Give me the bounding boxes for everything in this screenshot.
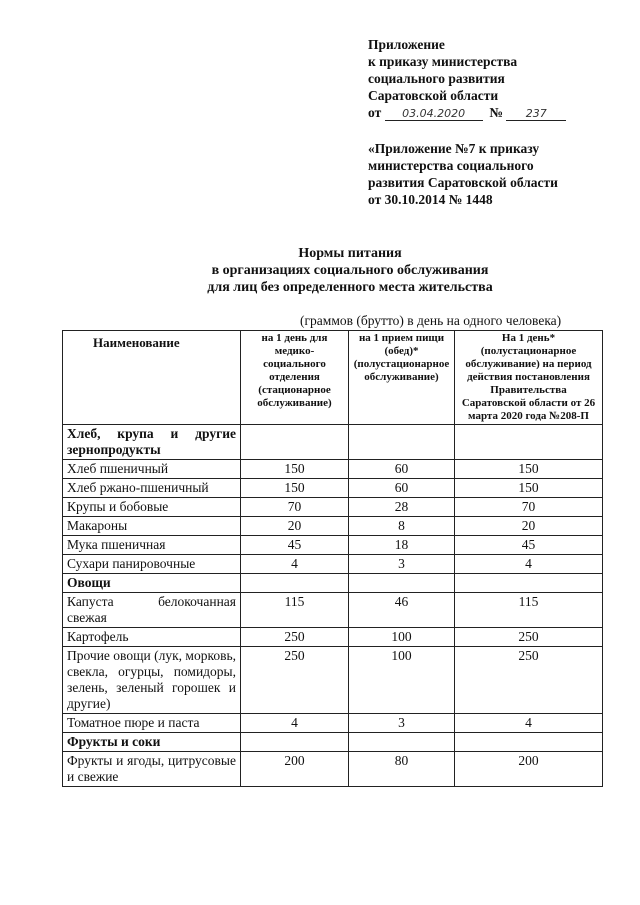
table-body — [63, 425, 603, 787]
norm-value: 20 — [455, 517, 603, 536]
norm-value: 115 — [241, 593, 349, 628]
norm-value: 4 — [241, 555, 349, 574]
appendix-reference — [368, 140, 628, 208]
norm-value: 46 — [349, 593, 455, 628]
appendix-line: Саратовской области — [368, 88, 499, 103]
food-norms-table — [62, 330, 603, 787]
handwritten-date: 03.04.2020 — [385, 107, 483, 121]
norm-value: 250 — [241, 628, 349, 647]
table-section-row — [63, 574, 603, 593]
norm-value: 200 — [455, 752, 603, 787]
norm-value: 28 — [349, 498, 455, 517]
empty-cell — [241, 574, 349, 593]
table-row — [63, 460, 603, 479]
appendix-ref-line: от 30.10.2014 № 1448 — [368, 192, 493, 207]
section-name: Хлеб, крупа и другие зернопродукты — [63, 425, 241, 460]
col-header-lunch: на 1 прием пищи (обед)* (полустационарное обслуживание) — [349, 331, 455, 425]
title-line: для лиц без определенного места жительства — [207, 280, 493, 295]
section-name: Овощи — [63, 574, 241, 593]
table-row — [63, 517, 603, 536]
norm-value: 150 — [241, 460, 349, 479]
norm-value: 45 — [455, 536, 603, 555]
product-name: Хлеб пшеничный — [63, 460, 241, 479]
product-name: Фрукты и ягоды, цитрусовые и свежие — [63, 752, 241, 787]
norm-value: 70 — [455, 498, 603, 517]
norm-value: 4 — [455, 714, 603, 733]
norm-value: 150 — [455, 460, 603, 479]
appendix-line: к приказу министерства — [368, 54, 518, 69]
table-row — [63, 593, 603, 628]
table-row — [63, 498, 603, 517]
norm-value: 100 — [349, 628, 455, 647]
product-name: Хлеб ржано-пшеничный — [63, 479, 241, 498]
table-row — [63, 536, 603, 555]
empty-cell — [455, 733, 603, 752]
norm-value: 3 — [349, 555, 455, 574]
norm-value: 250 — [241, 647, 349, 714]
table-row — [63, 714, 603, 733]
norm-value: 45 — [241, 536, 349, 555]
empty-cell — [455, 574, 603, 593]
col-header-semi-day: На 1 день* (полустационарное обслуживание) на период действия постановления Правительства Саратовской области от 26 марта 2020 года №208-П — [455, 331, 603, 425]
table-row — [63, 479, 603, 498]
product-name: Крупы и бобовые — [63, 498, 241, 517]
norm-value: 3 — [349, 714, 455, 733]
appendix-ref-line: развития Саратовской области — [368, 175, 558, 190]
norm-value: 100 — [349, 647, 455, 714]
empty-cell — [349, 574, 455, 593]
product-name: Прочие овощи (лук, морковь, свекла, огурцы, помидоры, зелень, зеленый горошек и другие) — [63, 647, 241, 714]
handwritten-number: 237 — [506, 107, 566, 121]
date-prefix: от — [368, 105, 382, 120]
document-title — [150, 245, 550, 296]
col-header-name: Наименование — [63, 331, 241, 425]
table-row — [63, 752, 603, 787]
title-line: в организациях социального обслуживания — [211, 263, 489, 278]
empty-cell — [349, 733, 455, 752]
norm-value: 60 — [349, 460, 455, 479]
product-name: Томатное пюре и паста — [63, 714, 241, 733]
norm-value: 150 — [455, 479, 603, 498]
number-prefix: № — [489, 105, 503, 120]
norm-value: 60 — [349, 479, 455, 498]
norm-value: 8 — [349, 517, 455, 536]
norm-value: 4 — [455, 555, 603, 574]
table-row — [63, 647, 603, 714]
product-name: Макароны — [63, 517, 241, 536]
appendix-header — [368, 36, 628, 121]
norm-value: 250 — [455, 628, 603, 647]
product-name: Картофель — [63, 628, 241, 647]
norm-value: 150 — [241, 479, 349, 498]
empty-cell — [241, 733, 349, 752]
col-header-inpatient-day: на 1 день для медико-социального отделения (стационарное обслуживание) — [241, 331, 349, 425]
product-name: Сухари панировочные — [63, 555, 241, 574]
appendix-line: социального развития — [368, 71, 505, 86]
norm-value: 115 — [455, 593, 603, 628]
norm-value: 20 — [241, 517, 349, 536]
table-header-row — [63, 331, 603, 425]
product-name: Мука пшеничная — [63, 536, 241, 555]
units-note: (граммов (брутто) в день на одного человека) — [300, 313, 562, 328]
empty-cell — [349, 425, 455, 460]
product-name: Капуста белокочанная свежая — [63, 593, 241, 628]
empty-cell — [241, 425, 349, 460]
table-section-row — [63, 733, 603, 752]
table-row — [63, 555, 603, 574]
norm-value: 4 — [241, 714, 349, 733]
norm-value: 70 — [241, 498, 349, 517]
norm-value: 80 — [349, 752, 455, 787]
order-date-number-line — [368, 104, 628, 121]
appendix-ref-line: «Приложение №7 к приказу — [368, 141, 540, 156]
title-line: Нормы питания — [298, 246, 402, 261]
section-name: Фрукты и соки — [63, 733, 241, 752]
table-row — [63, 628, 603, 647]
table-section-row — [63, 425, 603, 460]
empty-cell — [455, 425, 603, 460]
norm-value: 200 — [241, 752, 349, 787]
appendix-line: Приложение — [368, 37, 445, 52]
appendix-ref-line: министерства социального — [368, 158, 534, 173]
norm-value: 18 — [349, 536, 455, 555]
norm-value: 250 — [455, 647, 603, 714]
